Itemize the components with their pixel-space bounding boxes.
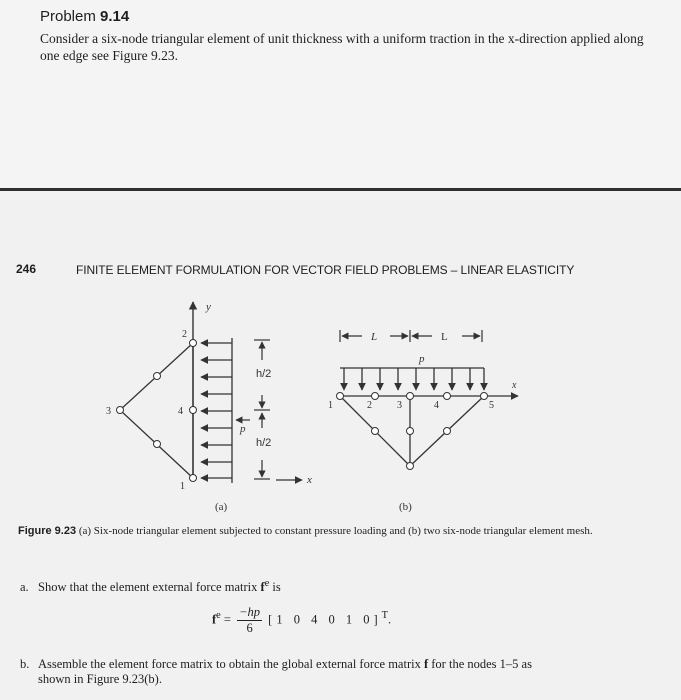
fraction-denominator: 6 — [246, 621, 253, 635]
caption-text: (a) Six-node triangular element subjected to constant pressure loading and (b) two six-node triangular element mesh. — [78, 525, 593, 537]
problem-title-prefix: Problem — [40, 8, 96, 25]
problem-title — [40, 8, 129, 25]
distributed-load-b — [340, 368, 484, 390]
dim-bottom-label: h/2 — [256, 437, 272, 449]
figure-b — [328, 330, 518, 513]
part-b-text2: for the nodes 1–5 as — [428, 657, 532, 671]
node-5-label-b: 5 — [489, 400, 494, 411]
node-1-label-a: 1 — [180, 481, 185, 492]
part-b — [20, 657, 620, 687]
dimension-marks-a — [254, 340, 270, 479]
formula-lhs: f — [212, 612, 217, 627]
node-3-label-a: 3 — [106, 406, 111, 417]
caption-label: Figure 9.23 — [18, 525, 77, 537]
node-2-label-b: 2 — [367, 400, 372, 411]
running-head: FINITE ELEMENT FORMULATION FOR VECTOR FIELD PROBLEMS – LINEAR ELASTICITY — [76, 263, 575, 277]
dim-top-label: h/2 — [256, 368, 272, 380]
node-4-label-a: 4 — [178, 406, 183, 417]
problem-sheet — [0, 0, 681, 188]
part-a-sup: e — [264, 578, 270, 589]
part-a-text: Show that the element external force matrix — [38, 580, 261, 595]
node-3-a — [117, 407, 124, 414]
node-1-a — [190, 475, 197, 482]
fraction-numerator: −hp — [239, 605, 261, 619]
page-number: 246 — [16, 262, 37, 276]
node-2-label-a: 2 — [182, 329, 187, 340]
formula-vector: [1 0 4 0 1 0] — [268, 612, 382, 627]
span-right-label: L — [441, 331, 448, 343]
node-2-a — [190, 340, 197, 347]
node-3-label-b: 3 — [397, 400, 402, 411]
load-label-b: p — [419, 353, 425, 365]
node-4-a — [190, 407, 197, 414]
figure-a — [106, 301, 312, 513]
part-a-text-after: is — [269, 580, 281, 595]
formula-period: . — [387, 612, 392, 627]
part-b-marker: b. — [20, 657, 30, 671]
problem-number: 9.14 — [100, 8, 130, 25]
traction-arrows-a — [201, 338, 232, 483]
part-a — [20, 578, 281, 595]
node-4-label-b: 4 — [434, 400, 439, 411]
node-mid-lower-a — [154, 441, 161, 448]
load-label-a: p — [240, 423, 246, 435]
divider — [0, 188, 681, 191]
span-dimensions-b — [340, 330, 482, 342]
figure-9-23 — [0, 290, 681, 520]
x-axis-label-b: x — [512, 380, 517, 391]
x-axis-label-a: x — [307, 474, 312, 486]
mesh-nodes-b — [337, 393, 488, 470]
y-axis-label: y — [206, 301, 211, 313]
figure-caption — [18, 525, 618, 538]
part-b-text3: shown in Figure 9.23(b). — [38, 672, 162, 686]
part-b-text1: Assemble the element force matrix to obtain the global external force matrix — [38, 657, 424, 671]
force-formula — [212, 605, 391, 636]
problem-statement: Consider a six-node triangular element of unit thickness with a uniform traction in the x-direction applied along one edge see Figure 9.23. — [40, 31, 644, 63]
span-left-label: L — [371, 331, 378, 343]
part-a-marker: a. — [20, 580, 29, 595]
formula-fraction — [237, 605, 262, 636]
formula-equals: = — [223, 612, 231, 627]
sublabel-a: (a) — [215, 501, 228, 513]
node-1-label-b: 1 — [328, 400, 333, 411]
formula-lhs-sup: e — [216, 610, 221, 622]
part-a-symbol: f — [260, 580, 265, 595]
sublabel-b: (b) — [399, 501, 412, 513]
part-b-symbol: f — [423, 657, 429, 671]
node-mid-upper-a — [154, 373, 161, 380]
formula-transpose: T — [381, 610, 388, 622]
